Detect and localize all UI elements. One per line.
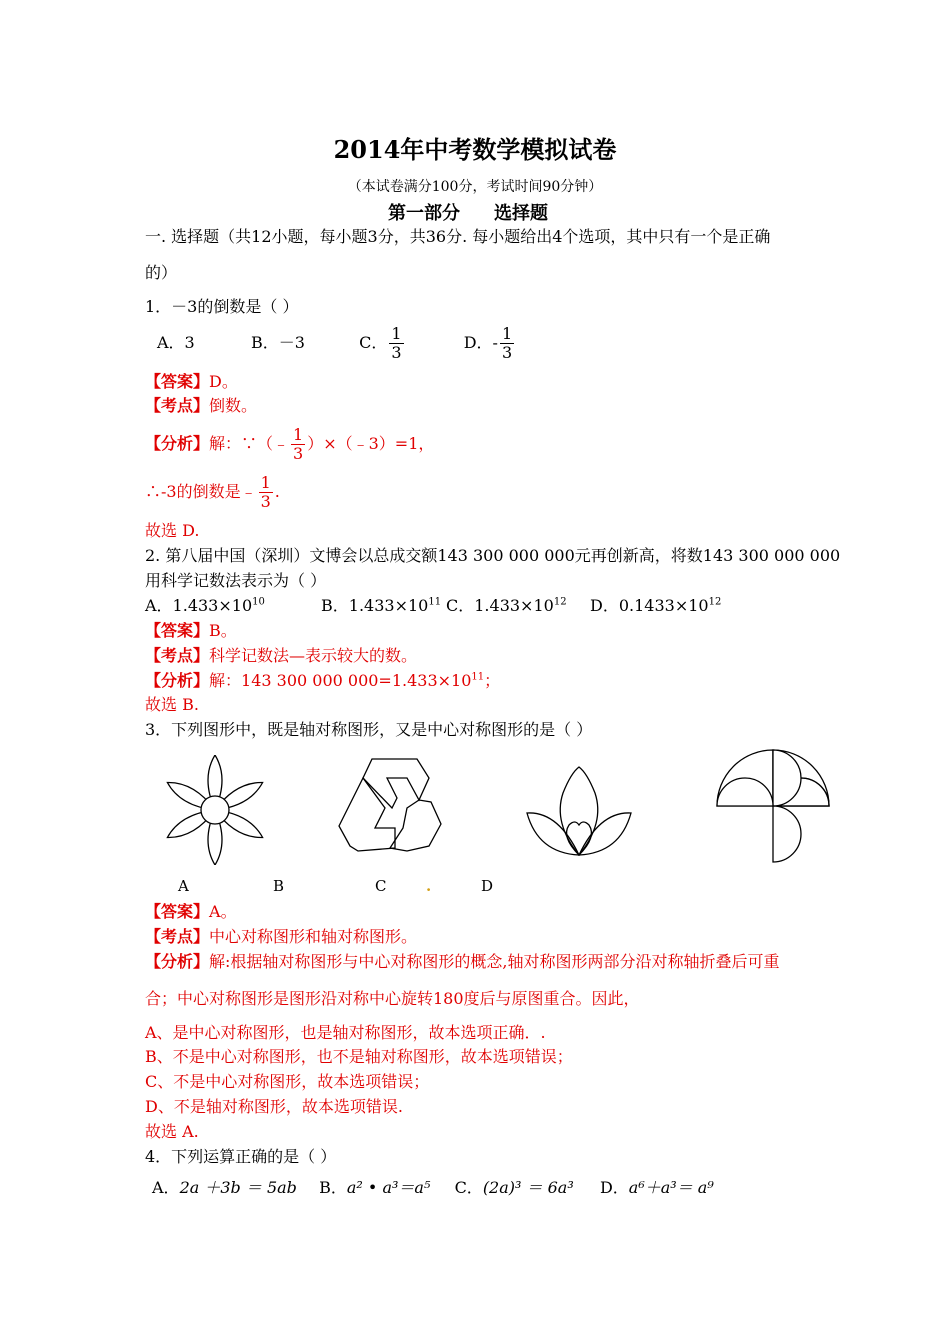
q2-stem-line2: 用科学记数法表示为（ ） [145,571,327,590]
q3-keypoint: 【考点】中心对称图形和轴对称图形。 [145,927,418,946]
q4-options [152,1178,714,1198]
part-name: 选择题 [494,203,548,224]
q3-analysis-line1: 【分析】解:根据轴对称图形与中心对称图形的概念,轴对称图形两部分沿对称轴折叠后可重 [145,952,780,971]
q1-option-d: D．- $\frac{1}{3}$ [463,324,513,362]
q3-analysis-line2: 合；中心对称图形是图形沿对称中心旋转180度后与原图重合。因此， [145,989,640,1008]
q1-stem: 1．－3的倒数是（ ） [145,297,299,316]
q1-option-c: C． $\frac{1}{3}$ [359,324,402,362]
q4-option-d: D．a⁶＋a³＝ a⁹ [599,1178,714,1197]
q1-answer: 【答案】D。 [145,372,238,391]
q2-option-c: C．$1.433\times 10^{12}$ [446,596,567,615]
q3-option-b-note: B、不是中心对称图形，也不是轴对称图形，故本选项错误； [145,1047,573,1066]
q2-final: 故选 B. [145,695,199,714]
q2-stem-line1: 2. 第八届中国（深圳）文博会以总成交额143 300 000 000元再创新高，将数143 300 000 000 [145,546,841,565]
section-instructions-line2: 的） [145,263,178,282]
q3-option-d-note: D、不是轴对称图形，故本选项错误. [145,1097,403,1116]
figure-b-triangles [335,756,445,856]
q1-analysis: 【分析】解：∵（﹣ $\frac{1}{3}$ ）×（﹣3）=1， [145,425,435,463]
part-heading [388,202,548,226]
figure-a-label: A [178,877,189,895]
figure-d-label: D [481,877,494,895]
q3-option-c-note: C、不是中心对称图形，故本选项错误； [145,1072,430,1091]
q1-keypoint: 【考点】倒数。 [145,396,258,415]
q1-option-a: A．3 [157,333,195,352]
q4-option-a: A．2a ＋3b ＝ 5ab [152,1178,297,1197]
q3-option-a-note: A、是中心对称图形，也是轴对称图形，故本选项正确．. [145,1023,546,1042]
part-title: 第一部分 [388,203,460,224]
exam-subtitle: （本试卷满分100分，考试时间90分钟） [347,179,603,195]
q4-option-b: B．a² • a³＝a⁵ [319,1178,431,1197]
figure-a-flower [160,755,270,865]
q3-final: 故选 A. [145,1122,199,1141]
q2-option-a: A．$1.433\times 10^{10}$ [145,596,265,615]
page-title: 2014年中考数学模拟试卷 [333,135,617,164]
q1-option-b: B．－3 [250,333,305,352]
q1-conclusion: ∴-3的倒数是﹣ $\frac{1}{3}$ . [145,473,280,511]
q3-stem: 3．下列图形中，既是轴对称图形，又是中心对称图形的是（ ） [145,720,593,739]
q2-keypoint: 【考点】科学记数法—表示较大的数。 [145,646,418,665]
q1-options [157,324,516,362]
q4-option-c: C．(2a)³ ＝ 6a³ [454,1178,574,1197]
q2-analysis: 【分析】解：143 300 000 $000=1.433\times 10^{11}$； [145,671,501,690]
figure-dot: . [426,877,432,895]
figure-c-label: C [375,877,387,895]
section-instructions-line1: 一. 选择题（共12小题，每小题3分，共36分. 每小题给出4个选项，其中只有一个是正确 [145,227,771,246]
q3-answer: 【答案】A。 [145,902,237,921]
q2-answer: 【答案】B。 [145,621,237,640]
q1-final: 故选 D. [145,521,200,540]
figure-c-lotus [523,763,635,857]
q4-stem: 4．下列运算正确的是（ ） [145,1147,337,1166]
figure-d-pinwheel [713,748,833,866]
figure-b-label: B [273,877,285,895]
q2-option-b: B．$1.433\times 10^{11}$ [321,596,442,615]
q2-option-d: D．$0.1433\times 10^{12}$ [590,596,722,615]
